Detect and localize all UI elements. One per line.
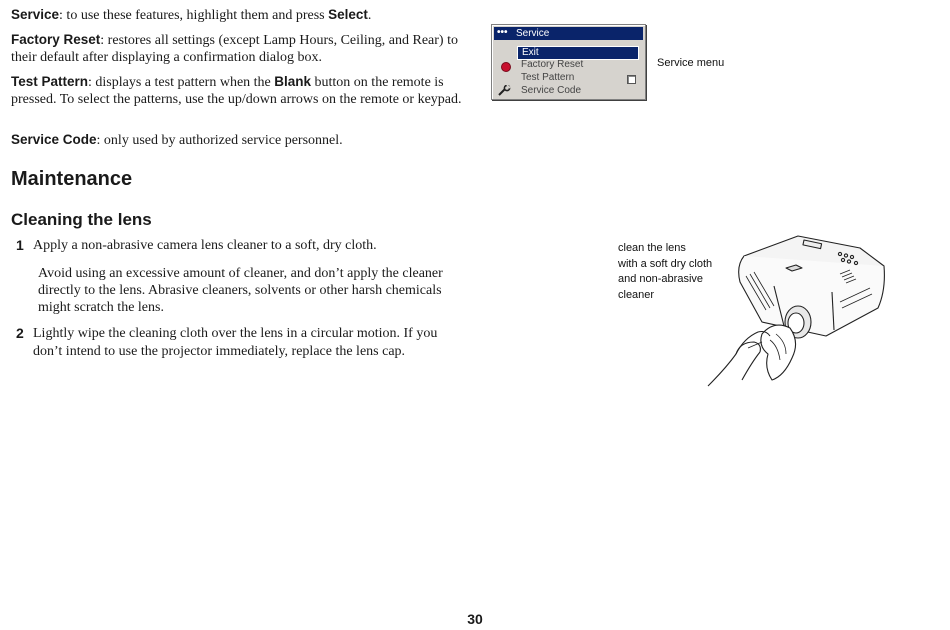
section-title: Maintenance [11,168,133,190]
wrench-icon [498,85,511,96]
step-1-note: Avoid using an excessive amount of cleaner, and don’t apply the cleaner directly to the lens. Abrasive cleaners, solvents or other harsh chemicals might scratch the lens. [38,266,443,315]
service-paragraph [11,6,466,24]
step-2-number: 2 [16,325,24,341]
service-code-term: Service Code [11,132,97,147]
test-pattern-text-b: button on the remote is pressed. To select the patterns, use the up/down arrows on the remote or keypad. [11,75,462,107]
factory-reset-text: : restores all settings (except Lamp Hours, Ceiling, and Rear) to their default after displaying a confirmation dialog box. [11,33,458,65]
illustration-caption: clean the lens with a soft dry cloth and non-abrasive cleaner [618,242,713,301]
test-pattern-term: Test Pattern [11,74,89,89]
page-number: 30 [467,611,483,627]
blank-key: Blank [274,74,312,89]
menu-item-factory-reset[interactable]: Factory Reset [521,59,584,70]
menu-item-test-pattern[interactable]: Test Pattern [521,72,575,83]
factory-reset-paragraph [11,31,466,66]
step-1-text: Apply a non-abrasive camera lens cleaner to a soft, dry cloth. [33,238,377,253]
projector-cleaning-illustration [700,230,890,390]
service-menu-title: Service [516,28,550,39]
service-code-text: : only used by authorized service personnel. [96,133,343,148]
test-pattern-paragraph [11,73,466,108]
factory-reset-term: Factory Reset [11,32,101,47]
service-menu-caption: Service menu [657,57,725,69]
service-term: Service [11,7,60,22]
service-menu [491,24,646,100]
service-menu-title-bar [494,27,643,40]
menu-dots-icon: ••• [497,27,508,38]
service-text-a: : to use these features, highlight them and press [59,8,329,23]
menu-item-service-code[interactable]: Service Code [521,85,582,96]
step-2-text: Lightly wipe the cleaning cloth over the lens in a circular motion. If you don’t intend to use the projector immediately, replace the lens cap. [33,326,438,359]
factory-reset-dot-icon [501,62,511,72]
test-pattern-checkbox[interactable] [627,75,636,84]
select-key: Select [328,7,368,22]
service-text-b: . [367,8,372,23]
menu-item-exit[interactable]: Exit [517,46,639,60]
subsection-title: Cleaning the lens [11,210,152,229]
step-1-number: 1 [16,237,24,253]
service-code-paragraph [11,131,466,149]
test-pattern-text-a: : displays a test pattern when the [88,75,275,90]
